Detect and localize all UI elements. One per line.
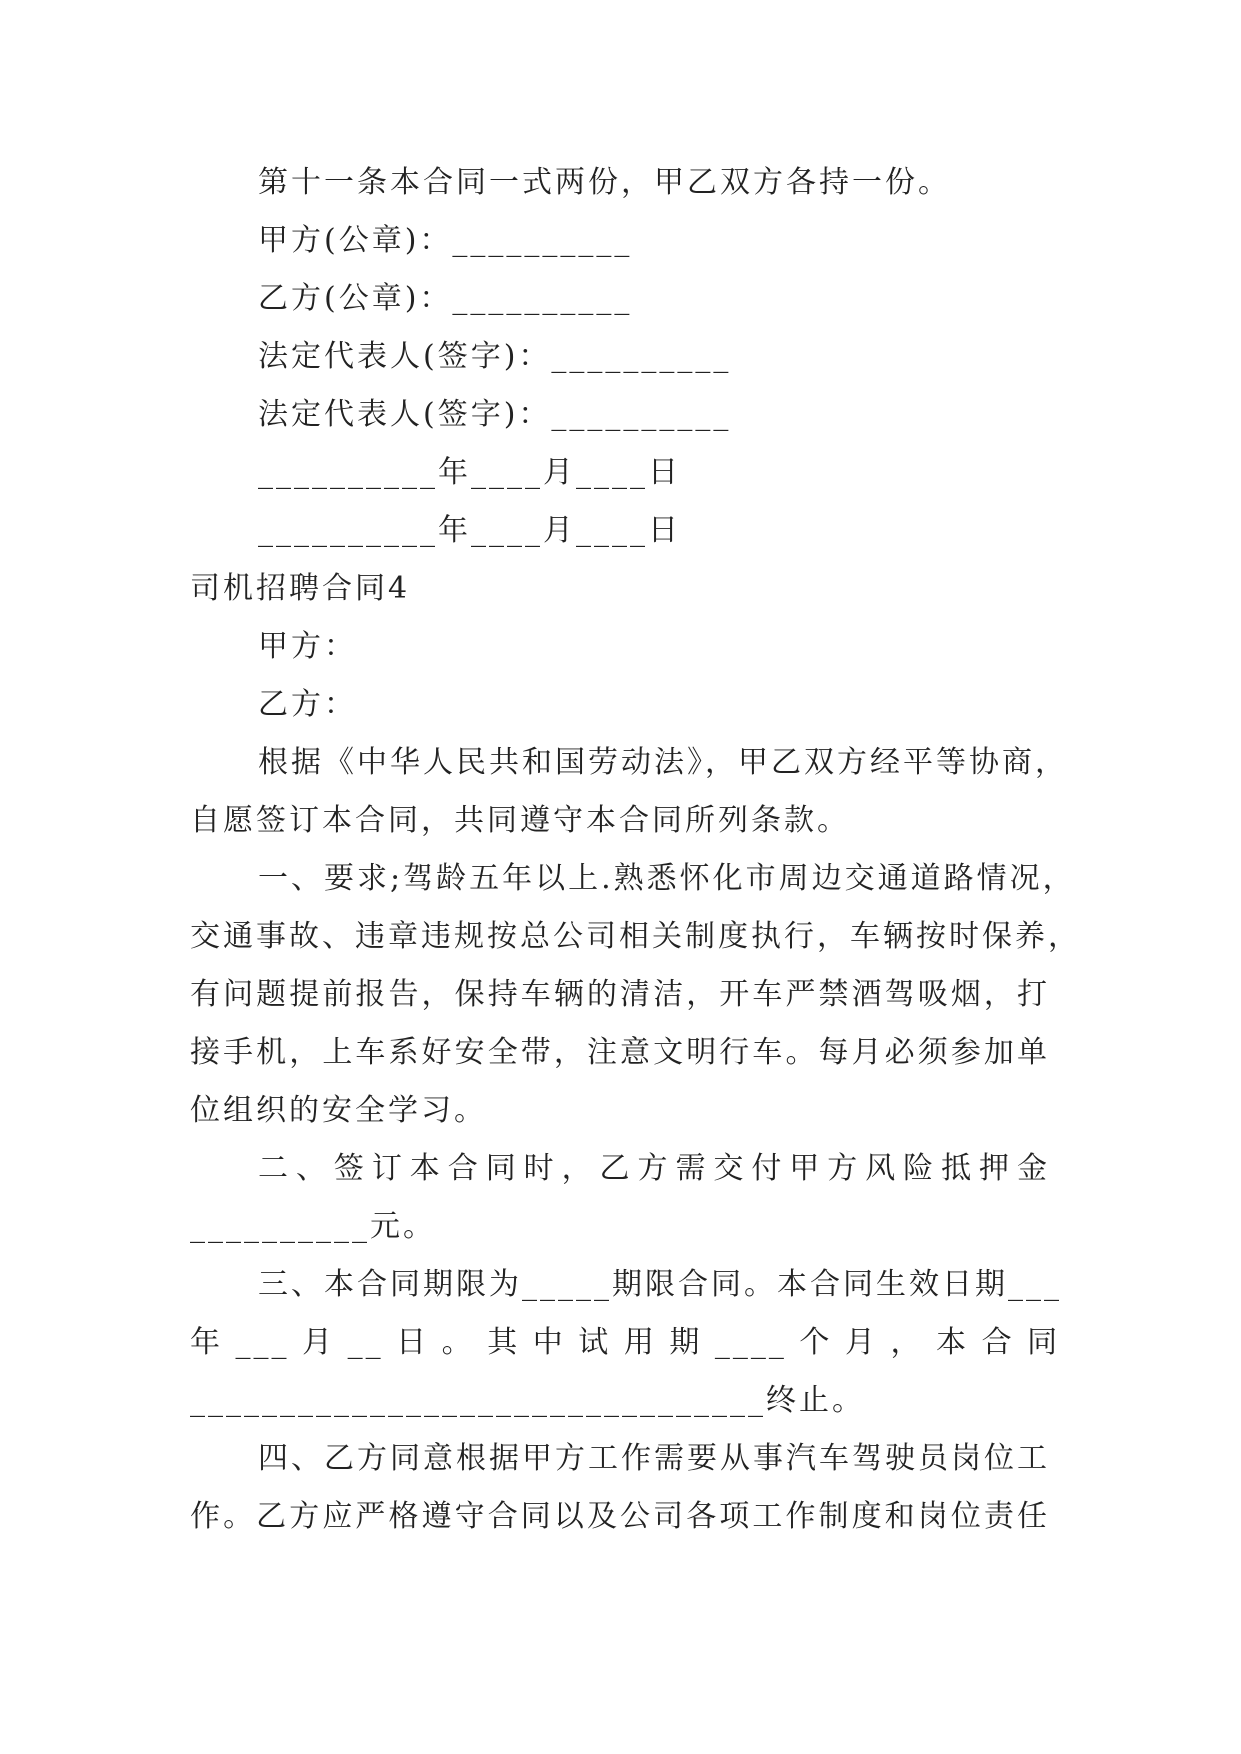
- legal-rep-signature-line-a: 法定代表人(签字)：__________: [258, 339, 732, 374]
- requirements-line-5: 位组织的安全学习。: [190, 1093, 487, 1128]
- date-line-a: __________年____月____日: [258, 455, 681, 490]
- term-line-1: 三、本合同期限为_____期限合同。本合同生效日期___: [258, 1267, 1062, 1302]
- term-line-2: 年 ___ 月 __ 日 。 其 中 试 用 期 ____ 个 月 ， 本 合 同: [190, 1325, 1061, 1360]
- preamble-line-2: 自愿签订本合同，共同遵守本合同所列条款。: [190, 803, 850, 838]
- requirements-line-1: 一、要求;驾龄五年以上.熟悉怀化市周边交通道路情况，: [258, 861, 1076, 896]
- duties-line-1: 四、乙方同意根据甲方工作需要从事汽车驾驶员岗位工: [258, 1441, 1050, 1476]
- party-a-label: 甲方：: [258, 629, 357, 664]
- date-line-b: __________年____月____日: [258, 513, 681, 548]
- duties-line-2: 作。乙方应严格遵守合同以及公司各项工作制度和岗位责任: [190, 1499, 1050, 1534]
- party-b-label: 乙方：: [258, 687, 357, 722]
- deposit-line-1: 二、签订本合同时，乙方需交付甲方风险抵押金: [258, 1151, 1050, 1186]
- party-a-seal-line: 甲方(公章)：__________: [258, 223, 633, 258]
- deposit-line-2: __________元。: [190, 1209, 436, 1244]
- term-line-3: ________________________________终止。: [190, 1383, 865, 1418]
- requirements-line-3: 有问题提前报告，保持车辆的清洁，开车严禁酒驾吸烟，打: [190, 977, 1050, 1012]
- legal-rep-signature-line-b: 法定代表人(签字)：__________: [258, 397, 732, 432]
- party-b-seal-line: 乙方(公章)：__________: [258, 281, 633, 316]
- contract-title: 司机招聘合同4: [190, 571, 411, 606]
- requirements-line-4: 接手机，上车系好安全带，注意文明行车。每月必须参加单: [190, 1035, 1050, 1070]
- requirements-line-2: 交通事故、违章违规按总公司相关制度执行，车辆按时保养，: [190, 919, 1081, 954]
- preamble-line-1: 根据《中华人民共和国劳动法》，甲乙双方经平等协商，: [258, 745, 1068, 780]
- clause-eleven: 第十一条本合同一式两份，甲乙双方各持一份。: [258, 165, 951, 200]
